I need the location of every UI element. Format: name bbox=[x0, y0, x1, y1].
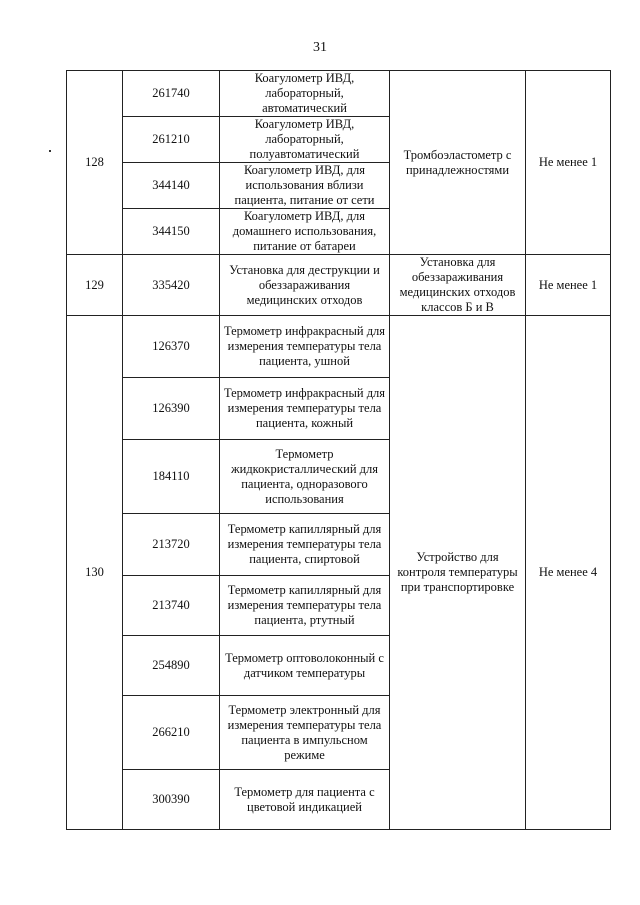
table-row bbox=[67, 71, 611, 117]
device-name: Термометр капиллярный для измерения температуры тела пациента, спиртовой bbox=[220, 514, 390, 576]
device-code: 261210 bbox=[123, 117, 220, 163]
device-category: Установка для обеззараживания медицинских отходов классов Б и В bbox=[390, 255, 526, 316]
device-category: Устройство для контроля температуры при транспортировке bbox=[390, 316, 526, 830]
device-code: 300390 bbox=[123, 770, 220, 830]
device-code: 335420 bbox=[123, 255, 220, 316]
equipment-table bbox=[66, 70, 611, 830]
table-row bbox=[67, 255, 611, 316]
device-code: 254890 bbox=[123, 636, 220, 696]
device-name: Коагулометр ИВД, для использования вблизи пациента, питание от сети bbox=[220, 163, 390, 209]
scan-speck bbox=[49, 150, 51, 152]
device-code: 126370 bbox=[123, 316, 220, 378]
device-name: Термометр оптоволоконный с датчиком температуры bbox=[220, 636, 390, 696]
item-number: 129 bbox=[67, 255, 123, 316]
device-code: 184110 bbox=[123, 440, 220, 514]
device-name: Термометр электронный для измерения температуры тела пациента в импульсном режиме bbox=[220, 696, 390, 770]
device-code: 213720 bbox=[123, 514, 220, 576]
device-code: 261740 bbox=[123, 71, 220, 117]
device-name: Коагулометр ИВД, для домашнего использования, питание от батареи bbox=[220, 209, 390, 255]
device-name: Термометр жидкокристаллический для пациента, одноразового использования bbox=[220, 440, 390, 514]
device-code: 213740 bbox=[123, 576, 220, 636]
device-name: Коагулометр ИВД, лабораторный, полуавтоматический bbox=[220, 117, 390, 163]
device-name: Термометр инфракрасный для измерения температуры тела пациента, кожный bbox=[220, 378, 390, 440]
device-code: 126390 bbox=[123, 378, 220, 440]
required-quantity: Не менее 1 bbox=[526, 71, 611, 255]
item-number: 128 bbox=[67, 71, 123, 255]
required-quantity: Не менее 4 bbox=[526, 316, 611, 830]
device-name: Термометр капиллярный для измерения температуры тела пациента, ртутный bbox=[220, 576, 390, 636]
page-number: 31 bbox=[313, 40, 327, 55]
device-name: Коагулометр ИВД, лабораторный, автоматический bbox=[220, 71, 390, 117]
device-code: 344150 bbox=[123, 209, 220, 255]
device-code: 266210 bbox=[123, 696, 220, 770]
device-code: 344140 bbox=[123, 163, 220, 209]
device-name: Термометр инфракрасный для измерения температуры тела пациента, ушной bbox=[220, 316, 390, 378]
device-category: Тромбоэластометр с принадлежностями bbox=[390, 71, 526, 255]
device-name: Термометр для пациента с цветовой индикацией bbox=[220, 770, 390, 830]
item-number: 130 bbox=[67, 316, 123, 830]
table-row bbox=[67, 316, 611, 378]
required-quantity: Не менее 1 bbox=[526, 255, 611, 316]
device-name: Установка для деструкции и обеззараживания медицинских отходов bbox=[220, 255, 390, 316]
